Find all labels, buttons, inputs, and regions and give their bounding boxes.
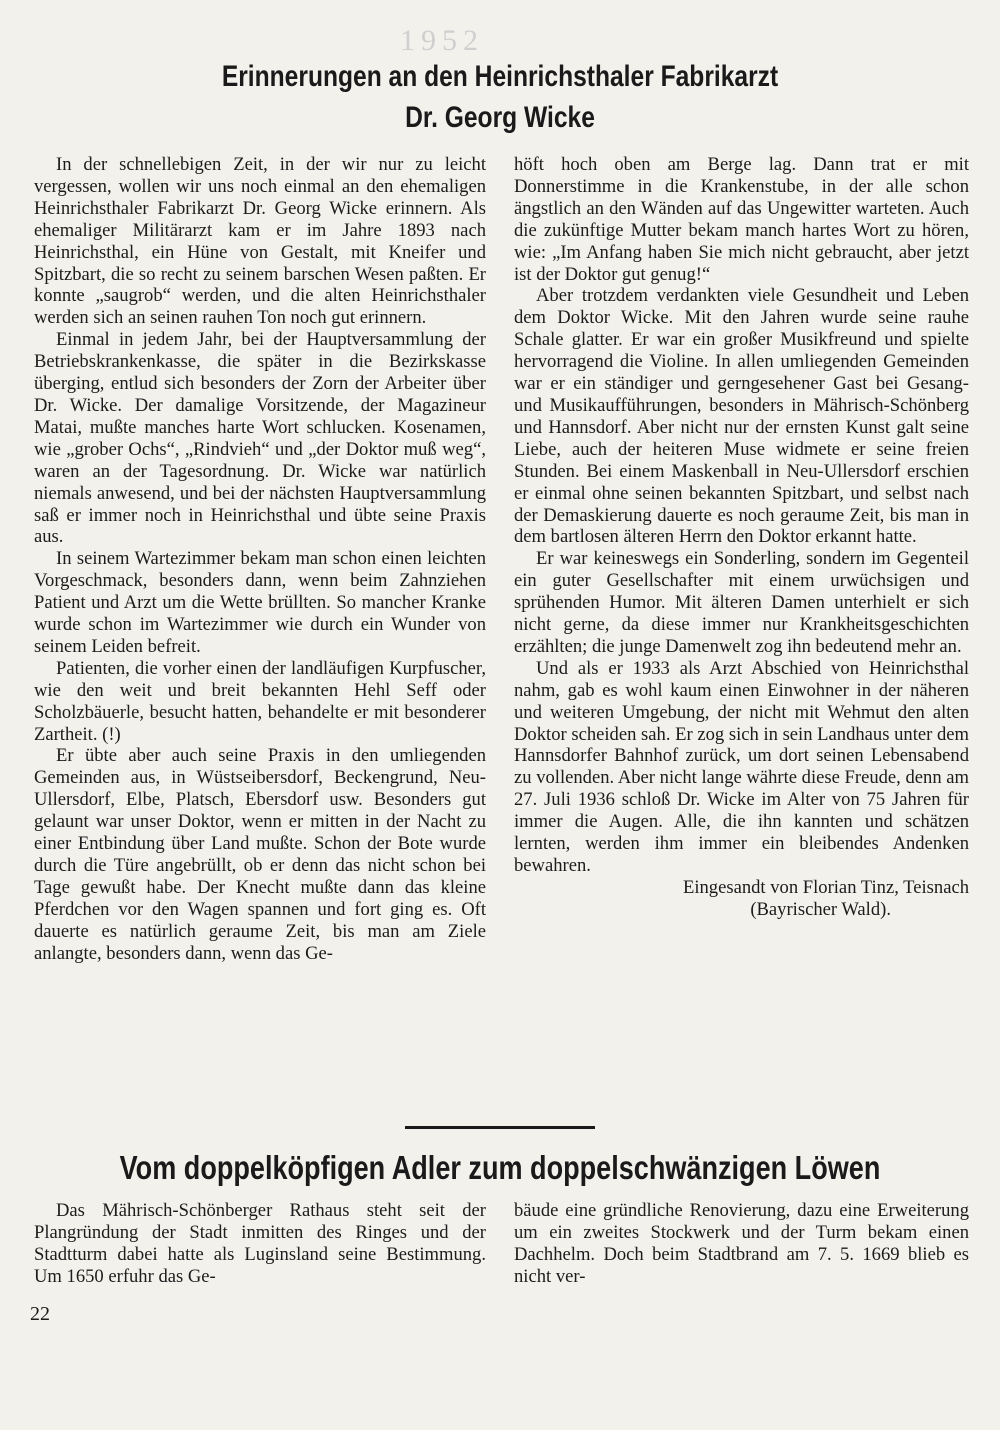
page-number: 22	[30, 1303, 50, 1325]
paragraph: Er übte aber auch seine Praxis in den umliegenden Gemeinden aus, in Wüstseibersdorf, Beckengrund, Neu-Ullersdorf, Elbe, Platsch, Ebersdorf usw. Besonders gut gelaunt war unser Doktor, wenn er mitten in der Nacht zu einer Entbindung über Land mußte. Schon der Bote wurde durch die Türe angebrüllt, ob er denn das nicht schon bei Tage gewußt habe. Der Knecht mußte dann das kleine Pferdchen vor den Wagen spannen und fort ging es. Oft dauerte es natürlich geraume Zeit, bis man am Ziele anlangte, besonders dann, wenn das Ge-	[34, 745, 486, 964]
article-title-line2: Dr. Georg Wicke	[405, 101, 595, 134]
paragraph: Aber trotzdem verdankten viele Gesundheit und Leben dem Doktor Wicke. Mit den Jahren wurde seine rauhe Schale glatter. Er war ein großer Musikfreund und spielte hervorragend die Violine. In allen umliegenden Gemeinden war er ein ständiger und gerngesehener Gast bei Gesang- und Musikaufführungen, besonders in Mährisch-Schönberg und Hannsdorf. Aber nicht nur der ernsten Kunst galt seine Liebe, auch der heiteren Muse widmete er seine freien Stunden. Bei einem Maskenball in Neu-Ullersdorf erschien er einmal ohne seinen bekannten Spitzbart, und selbst nach der Demaskierung dauerte es noch geraume Zeit, bis man in dem bartlosen älteren Herrn den Doktor erkannt hatte.	[514, 285, 969, 548]
paragraph: Patienten, die vorher einen der landläufigen Kurpfuscher, wie den weit und breit bekannten Hehl Seff oder Scholzbäuerle, besucht hatten, behandelte er mit besonderer Zartheit. (!)	[34, 657, 486, 745]
article1-column-left	[34, 154, 486, 965]
paragraph-continued: höft hoch oben am Berge lag. Dann trat er mit Donnerstimme in die Krankenstube, in der alle schon ängstlich an den Wänden auf das Ungewitter warteten. Auch die zukünftige Mutter bekam manch hartes Wort zu hören, wie: „Im Anfang haben Sie mich nicht gebraucht, aber jetzt ist der Doktor gut genug!“	[514, 154, 969, 285]
author-signoff: Eingesandt von Florian Tinz, Teisnach	[682, 876, 969, 898]
article-title-line1: Erinnerungen an den Heinrichsthaler Fabrikarzt	[221, 60, 779, 93]
paragraph: Und als er 1933 als Arzt Abschied von Heinrichsthal nahm, gab es wohl kaum einen Einwohner in der näheren und weiteren Umgebung, der nicht mit Wehmut den alten Doktor scheiden sah. Er zog sich in sein Landhaus unter dem Hannsdorfer Bahnhof zurück, um dort seinen Lebensabend zu vollenden. Aber nicht lange währte diese Freude, denn am 27. Juli 1936 schloß Dr. Wicke im Alter von 75 Jahren für immer die Augen. Alle, die ihn kannten und schätzen lernten, werden ihm immer ein bleibendes Andenken bewahren.	[514, 657, 969, 876]
author-location: (Bayrischer Wald).	[750, 898, 891, 920]
paragraph: In seinem Wartezimmer bekam man schon einen leichten Vorgeschmack, besonders dann, wenn beim Zahnziehen Patient und Arzt um die Wette brüllten. So mancher Kranke wurde schon im Wartezimmer wie durch ein Wunder von seinem Leiden befreit.	[34, 548, 486, 657]
article2-title: Vom doppelköpfigen Adler zum doppelschwänzigen Löwen	[119, 1149, 881, 1186]
paragraph: In der schnellebigen Zeit, in der wir nur zu leicht vergessen, wollen wir uns noch einmal an den ehemaligen Heinrichsthaler Fabrikarzt Dr. Georg Wicke erinnern. Als ehemaliger Militärarzt kam er im Jahre 1893 nach Heinrichsthal, ein Hüne von Gestalt, mit Kneifer und Spitzbart, die so recht zu seinem barschen Wesen paßten. Er konnte „saugrob“ werden, und die alten Heinrichsthaler werden sich an seinen rauhen Ton noch gut erinnern.	[34, 154, 486, 329]
paragraph: Das Mährisch-Schönberger Rathaus steht seit der Plangründung der Stadt inmitten des Ringes und der Stadtturm dabei hatte als Luginsland seine Bestimmung. Um 1650 erfuhr das Ge-	[34, 1200, 486, 1287]
section-divider	[405, 1126, 595, 1129]
article2-column-left	[34, 1200, 486, 1288]
faded-header-mark: 1952	[400, 24, 484, 57]
article1-column-right	[514, 154, 969, 921]
article2-column-right	[514, 1200, 969, 1288]
paragraph: Er war keineswegs ein Sonderling, sondern im Gegenteil ein guter Gesellschafter mit einem urwüchsigen und sprühenden Humor. Mit älteren Damen unterhielt er sich nicht gerne, da diese immer nur Krankheitsgeschichten erzählten; die junge Damenwelt zog ihn bedeutend mehr an.	[514, 548, 969, 657]
paragraph-continued: bäude eine gründliche Renovierung, dazu eine Erweiterung um ein zweites Stockwerk und der Turm bekam einen Dachhelm. Doch beim Stadtbrand am 7. 5. 1669 blieb es nicht ver-	[514, 1200, 969, 1287]
paragraph: Einmal in jedem Jahr, bei der Hauptversammlung der Betriebskrankenkasse, die später in die Bezirkskasse überging, entlud sich besonders der Zorn der Arbeiter über Dr. Wicke. Der damalige Vorsitzende, der Magazineur Matai, mußte manches harte Wort schlucken. Kosenamen, wie „grober Ochs“, „Rindvieh“ und „der Doktor muß weg“, waren an der Tagesordnung. Dr. Wicke war natürlich niemals anwesend, und bei der nächsten Hauptversammlung saß er immer noch in Heinrichsthal und übte seine Praxis aus.	[34, 329, 486, 548]
